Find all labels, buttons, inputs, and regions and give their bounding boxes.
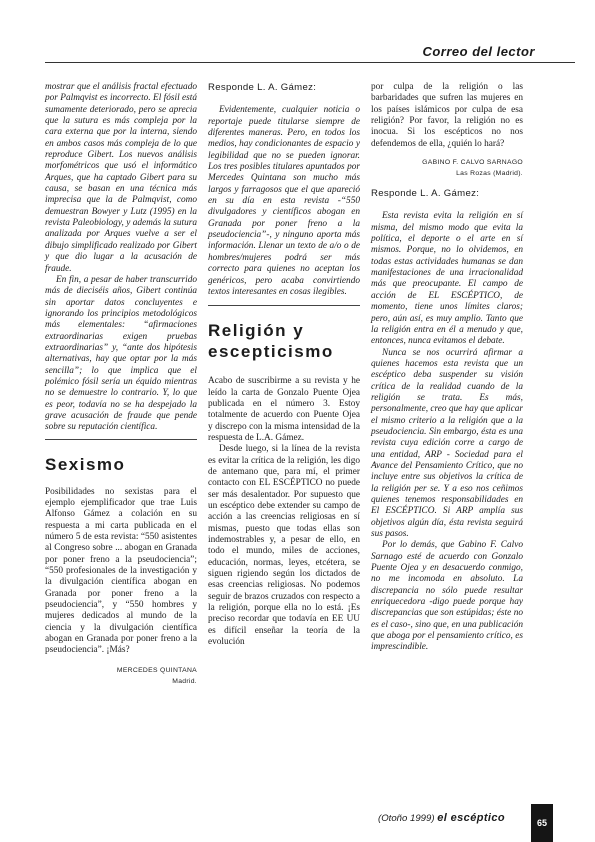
response-paragraph: Evidentemente, cualquier noticia o reportaje puede titularse siempre de diferentes maneras. Pero, en todos los medios, hay condicionantes de espacio y legibilidad que no se pueden ignorar. Los tres posibles titulares apuntados por Mercedes Quintana son mucho más largos y farragosos que el que apareció en su día en esta revista -“550 divulgadores y científicos abogan en Granada por poner freno a la pseudociencia”-, y ninguno aporta más información. Llenar un texto de a/o o de hombres/mujeres podrá ser más correcto para quienes no aceptan los genéricos, pero acaba convirtiendo textos interesantes en cosas ilegibles.: [208, 105, 360, 297]
divider: [208, 305, 360, 306]
footer-season: (Otoño 1999): [378, 813, 435, 824]
response-paragraph: Por lo demás, que Gabino F. Calvo Sarnago esté de acuerdo con Gonzalo Puente Ojea y en desacuerdo conmigo, no me incomoda en absoluto. La discrepancia no sólo puede resultar enriquecedora -digo puede porque hay discrepancias que son estúpidas; éste no es el caso-, sino que, en una publicación que aboga por el pensamiento crítico, es imprescindible.: [371, 540, 523, 653]
body-paragraph: mostrar que el análisis fractal efectuado por Palmqvist es incorrecto. El fósil está sumamente deteriorado, pero se aprecia que la sutura es más compleja por la cara externa que por la interna, siendo en ambos casos más compleja de lo que reproduce Gibert. Los nuevos análisis morfométricos que usó el informático Arques, que ha captado Gibert para su causa, se basan en una técnica más imprecisa que la de Palmqvist, como demuestran Bowyer y Lutz (1995) en la revista Paleobiology, y además la sutura analizada por Arques vuelve a ser el dibujo simplificado realizado por Gibert y que dio lugar a la acusación de fraude.: [45, 82, 197, 274]
footer-journal: [378, 812, 505, 824]
section-title: Correo del lector: [422, 44, 535, 59]
column-3: [371, 82, 523, 654]
response-paragraph: Nunca se nos ocurrirá afirmar a quienes hacemos esta revista que un escéptico deba suspender su visión crítica de la realidad cuando de la religión se trata. Es más, personalmente, creo que hay que aplicar el mismo criterio a la religión que a la pseudociencia. Sin embargo, ésta es una revista cuya edición corre a cargo de una entidad, ARP - Sociedad para el Avance del Pensamiento Crítico, que no incluye entre sus objetivos la crítica de la religión per se. Y a eso nos ceñimos quienes tenemos responsabilidades en El ESCÉPTICO. Si ARP amplía sus objetivos algún día, ésta revista seguirá sus pasos.: [371, 347, 523, 540]
column-1: [45, 82, 197, 687]
page-header: [20, 40, 575, 64]
section-heading-religion: Religión y escepticismo: [208, 321, 334, 362]
column-2: [208, 82, 360, 648]
signature-name: MERCEDES QUINTANA: [116, 666, 197, 674]
signature-place: Madrid.: [172, 677, 197, 685]
body-paragraph: En fin, a pesar de haber transcurrido más de dieciséis años, Gibert continúa sin aportar datos concluyentes e ignorando los principios metodológicos más elementales: “afirmaciones extraordinarias exigen pruebas extraordinarias” y, “ante dos hipótesis alternativas, hay que optar por la más sencilla”; lo que implica que el polémico fósil sería un équido mientras no se demuestre lo contrario. Y, lo que es peor, todavía no se ha despejado la grave acusación de fraude que pende sobre su reputación científica.: [45, 274, 197, 433]
letter-paragraph: Acabo de suscribirme a su revista y he leído la carta de Gonzalo Puente Ojea publicada en el número 3. Estoy totalmente de acuerdo con Puente Ojea y discrepo con la misma intensidad de la respuesta de L.A. Gámez.: [208, 376, 360, 443]
page-number: 65: [531, 804, 553, 842]
response-heading: Responde L. A. Gámez:: [208, 82, 317, 93]
letter-paragraph: Desde luego, si la línea de la revista es evitar la crítica de la religión, les digo de antemano que, para mí, el primer contacto con EL ESCÉPTICO no puede ser más desalentador. Por supuesto que un escéptico debe extender su campo de acción a las creencias religiosas en sí mismas, puesto que todas ellas son indemostrables y, a pesar de ello, en todo el mundo, miles de acciones, educación, normas, leyes, etcétera, se siguen rigiendo según los dictados de esas creencias religiosas. No podemos seguir de brazos cruzados con respecto a la religión, porque ella no lo está. ¡Es preciso recordar que todavía en EE UU es difícil enseñar la teoría de la evolución: [208, 444, 360, 648]
section-heading-sexismo: Sexismo: [45, 454, 126, 474]
letter-paragraph: por culpa de la religión o las barbaridades que sufren las mujeres en los países islámicos por culpa de esa religión? Por favor, la religión no es inocua. Si los escépticos no nos defendemos de ella, ¿quién lo hará?: [371, 82, 523, 149]
response-paragraph: Esta revista evita la religión en sí misma, del mismo modo que evita la política, el deporte o el arte en sí mismos. Porque, no lo olvidemos, en todas estas actividades humanas se dan manifestaciones de una irracionalidad más que preocupante. El campo de acción de EL ESCÉPTICO, de momento, tiene unos límites claros; pero, aún así, es muy amplio. Tanto que la religión entra en él a menudo y que, entonces, nunca evitamos el debate.: [371, 211, 523, 347]
signature-name: GABINO F. CALVO SARNAGO: [422, 159, 523, 167]
signature-place: Las Rozas (Madrid).: [456, 170, 523, 178]
response-heading: Responde L. A. Gámez:: [371, 188, 480, 200]
divider: [45, 439, 197, 440]
header-rule: [45, 62, 575, 63]
letter-paragraph: Posibilidades no sexistas para el ejemplo ejemplificador que trae Luis Alfonso Gámez a colación en su respuesta a mi carta publicada en el número 5 de esta revista: “550 asistentes al Congreso sobre ... abogan en Granada por poner freno a la pseudociencia”; “550 profesionales de la investigación y la divulgación científica abogan en Granada por poner freno a la pseudociencia”, y “550 hombres y mujeres dedicados al mundo de la ciencia y la divulgación científica abogan en Granada por poner freno a la pseudociencia”. ¡Más?: [45, 486, 197, 656]
footer-magazine-name: el escéptico: [437, 812, 505, 824]
